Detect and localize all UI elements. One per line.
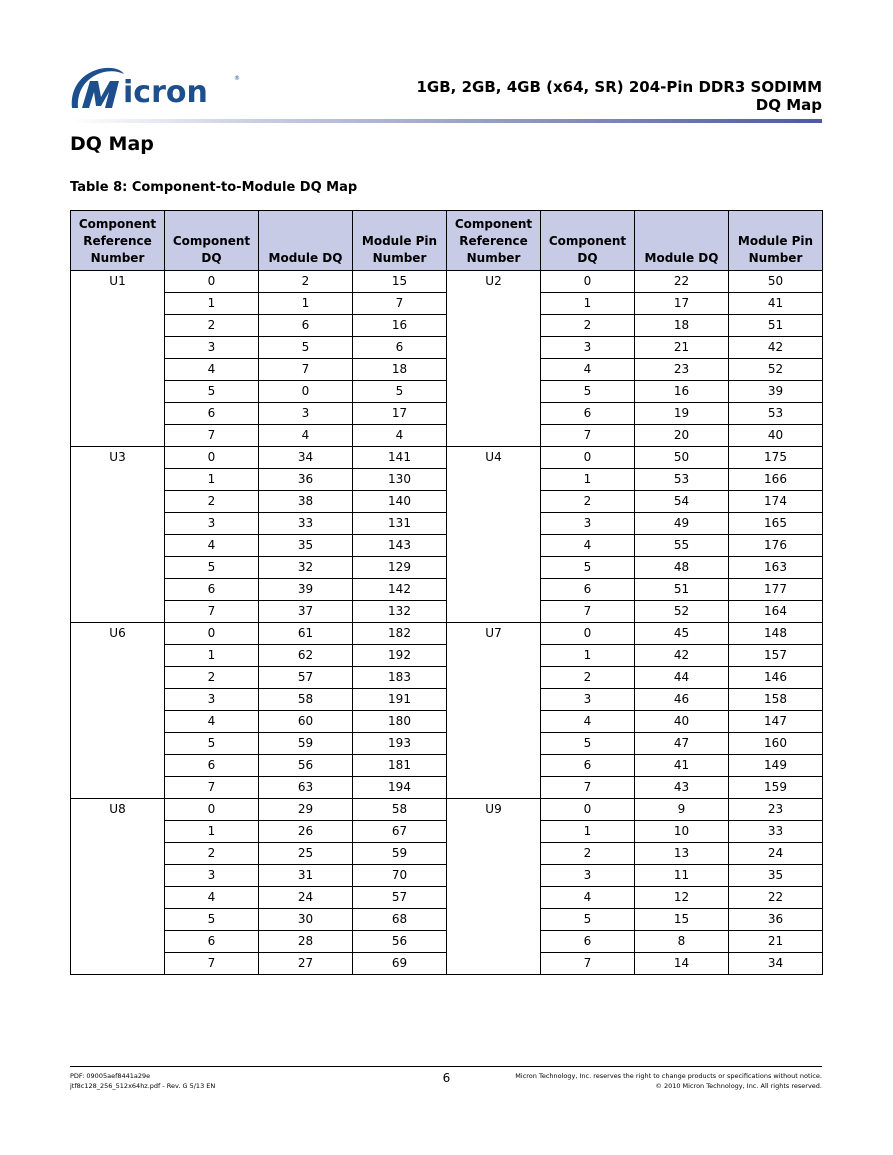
table-cell: 6 — [541, 755, 635, 777]
table-cell: 52 — [635, 601, 729, 623]
table-cell: 0 — [541, 799, 635, 821]
table-cell: 58 — [353, 799, 447, 821]
table-cell: 35 — [729, 865, 823, 887]
column-header-line: Number — [466, 251, 521, 265]
table-cell: 7 — [541, 777, 635, 799]
table-cell: 46 — [635, 689, 729, 711]
table-cell: 5 — [259, 337, 353, 359]
column-header-line: Module DQ — [644, 251, 719, 265]
table-cell: 164 — [729, 601, 823, 623]
table-cell: 3 — [165, 337, 259, 359]
table-cell: 140 — [353, 491, 447, 513]
table-cell: 148 — [729, 623, 823, 645]
table-cell: 7 — [165, 601, 259, 623]
table-row — [71, 447, 823, 469]
table-cell: 58 — [259, 689, 353, 711]
table-cell: 3 — [165, 865, 259, 887]
table-cell: 12 — [635, 887, 729, 909]
table-cell: 3 — [259, 403, 353, 425]
component-reference-cell: U1 — [71, 271, 165, 447]
table-cell: 17 — [635, 293, 729, 315]
table-cell: 0 — [165, 271, 259, 293]
table-cell: 47 — [635, 733, 729, 755]
table-cell: 3 — [541, 865, 635, 887]
table-cell: 6 — [165, 579, 259, 601]
table-cell: 41 — [635, 755, 729, 777]
table-cell: 39 — [259, 579, 353, 601]
table-cell: 158 — [729, 689, 823, 711]
table-cell: 63 — [259, 777, 353, 799]
table-cell: 1 — [259, 293, 353, 315]
component-reference-cell: U9 — [447, 799, 541, 975]
table-cell: 7 — [541, 601, 635, 623]
column-header-line: Component — [548, 234, 627, 248]
table-cell: 142 — [353, 579, 447, 601]
column-header-line: Number — [372, 251, 427, 265]
logo-wordmark: icron — [123, 75, 208, 110]
table-cell: 2 — [259, 271, 353, 293]
table-cell: 6 — [259, 315, 353, 337]
table-cell: 4 — [165, 359, 259, 381]
table-cell: 4 — [353, 425, 447, 447]
table-cell: 183 — [353, 667, 447, 689]
table-cell: 2 — [541, 667, 635, 689]
column-header-line: Reference — [459, 234, 528, 248]
table-cell: 1 — [165, 821, 259, 843]
table-cell: 157 — [729, 645, 823, 667]
table-cell: 43 — [635, 777, 729, 799]
table-cell: 9 — [635, 799, 729, 821]
table-cell: 5 — [541, 733, 635, 755]
table-cell: 132 — [353, 601, 447, 623]
table-cell: 10 — [635, 821, 729, 843]
table-cell: 30 — [259, 909, 353, 931]
table-cell: 1 — [165, 469, 259, 491]
table-cell: 40 — [635, 711, 729, 733]
table-cell: 0 — [165, 799, 259, 821]
table-cell: 44 — [635, 667, 729, 689]
table-cell: 22 — [635, 271, 729, 293]
table-cell: 55 — [635, 535, 729, 557]
table-cell: 7 — [165, 777, 259, 799]
table-caption: Table 8: Component-to-Module DQ Map — [70, 180, 358, 195]
footer-notice: Micron Technology, Inc. reserves the right to change products or specifications without notice. — [515, 1072, 822, 1080]
column-header-line: Module DQ — [268, 251, 343, 265]
component-reference-cell: U2 — [447, 271, 541, 447]
table-cell: 7 — [541, 953, 635, 975]
table-cell: 1 — [165, 645, 259, 667]
table-cell: 36 — [729, 909, 823, 931]
table-cell: 51 — [635, 579, 729, 601]
column-header-line: Module Pin — [737, 234, 814, 248]
table-cell: 146 — [729, 667, 823, 689]
table-cell: 0 — [165, 623, 259, 645]
table-row — [71, 271, 823, 293]
table-cell: 49 — [635, 513, 729, 535]
column-header — [447, 211, 541, 271]
table-cell: 11 — [635, 865, 729, 887]
table-cell: 1 — [541, 293, 635, 315]
component-reference-cell: U7 — [447, 623, 541, 799]
table-cell: 61 — [259, 623, 353, 645]
table-cell: 1 — [541, 645, 635, 667]
table-cell: 14 — [635, 953, 729, 975]
table-cell: 4 — [165, 535, 259, 557]
table-cell: 53 — [635, 469, 729, 491]
table-cell: 16 — [353, 315, 447, 337]
table-cell: 2 — [165, 491, 259, 513]
table-cell: 0 — [259, 381, 353, 403]
table-cell: 23 — [729, 799, 823, 821]
table-cell: 6 — [541, 931, 635, 953]
table-cell: 193 — [353, 733, 447, 755]
column-header — [259, 211, 353, 271]
column-header — [353, 211, 447, 271]
table-cell: 0 — [541, 447, 635, 469]
table-cell: 34 — [259, 447, 353, 469]
column-header-line: Component — [172, 234, 251, 248]
table-cell: 27 — [259, 953, 353, 975]
table-cell: 57 — [353, 887, 447, 909]
table-cell: 0 — [165, 447, 259, 469]
table-cell: 59 — [259, 733, 353, 755]
footer-copyright: © 2010 Micron Technology, Inc. All rights reserved. — [655, 1082, 822, 1090]
table-cell: 50 — [729, 271, 823, 293]
table-cell: 3 — [541, 689, 635, 711]
svg-text:®: ® — [234, 75, 240, 82]
table-cell: 59 — [353, 843, 447, 865]
table-cell: 51 — [729, 315, 823, 337]
page-number: 6 — [442, 1071, 451, 1085]
table-cell: 22 — [729, 887, 823, 909]
table-cell: 2 — [541, 315, 635, 337]
table-cell: 141 — [353, 447, 447, 469]
column-header-line: Component — [454, 217, 533, 231]
table-cell: 0 — [541, 623, 635, 645]
table-cell: 7 — [353, 293, 447, 315]
footer-pdf-id: PDF: 09005aef8441a29e — [70, 1072, 151, 1080]
table-cell: 191 — [353, 689, 447, 711]
table-cell: 194 — [353, 777, 447, 799]
table-cell: 7 — [165, 425, 259, 447]
table-cell: 6 — [165, 931, 259, 953]
table-cell: 1 — [541, 821, 635, 843]
table-cell: 48 — [635, 557, 729, 579]
dq-map-table — [70, 210, 823, 975]
column-header — [729, 211, 823, 271]
table-cell: 6 — [541, 403, 635, 425]
table-cell: 143 — [353, 535, 447, 557]
table-cell: 8 — [635, 931, 729, 953]
table-cell: 181 — [353, 755, 447, 777]
table-cell: 147 — [729, 711, 823, 733]
table-cell: 180 — [353, 711, 447, 733]
table-cell: 35 — [259, 535, 353, 557]
column-header-line: DQ — [201, 251, 222, 265]
table-row — [71, 623, 823, 645]
table-cell: 24 — [729, 843, 823, 865]
table-cell: 2 — [165, 843, 259, 865]
table-cell: 149 — [729, 755, 823, 777]
table-cell: 5 — [541, 909, 635, 931]
table-cell: 18 — [635, 315, 729, 337]
table-cell: 41 — [729, 293, 823, 315]
table-cell: 4 — [541, 535, 635, 557]
table-cell: 5 — [165, 733, 259, 755]
table-cell: 182 — [353, 623, 447, 645]
table-cell: 23 — [635, 359, 729, 381]
table-cell: 175 — [729, 447, 823, 469]
header-rule — [70, 119, 822, 123]
column-header-line: Number — [748, 251, 803, 265]
table-cell: 5 — [165, 909, 259, 931]
table-cell: 192 — [353, 645, 447, 667]
column-header — [71, 211, 165, 271]
column-header-line: Component — [78, 217, 157, 231]
table-cell: 7 — [259, 359, 353, 381]
table-cell: 131 — [353, 513, 447, 535]
table-cell: 52 — [729, 359, 823, 381]
table-cell: 3 — [541, 337, 635, 359]
table-cell: 165 — [729, 513, 823, 535]
column-header-line: DQ — [577, 251, 598, 265]
column-header-line: Reference — [83, 234, 152, 248]
table-cell: 45 — [635, 623, 729, 645]
table-cell: 176 — [729, 535, 823, 557]
table-cell: 4 — [165, 711, 259, 733]
table-cell: 163 — [729, 557, 823, 579]
table-cell: 1 — [541, 469, 635, 491]
table-cell: 129 — [353, 557, 447, 579]
table-cell: 21 — [635, 337, 729, 359]
table-cell: 5 — [353, 381, 447, 403]
table-cell: 3 — [541, 513, 635, 535]
table-cell: 7 — [165, 953, 259, 975]
component-reference-cell: U8 — [71, 799, 165, 975]
table-cell: 130 — [353, 469, 447, 491]
table-cell: 15 — [353, 271, 447, 293]
table-cell: 57 — [259, 667, 353, 689]
table-cell: 159 — [729, 777, 823, 799]
table-cell: 56 — [353, 931, 447, 953]
table-cell: 166 — [729, 469, 823, 491]
table-cell: 5 — [541, 557, 635, 579]
table-cell: 2 — [541, 491, 635, 513]
table-cell: 37 — [259, 601, 353, 623]
table-cell: 67 — [353, 821, 447, 843]
table-cell: 24 — [259, 887, 353, 909]
table-cell: 2 — [541, 843, 635, 865]
table-cell: 4 — [541, 711, 635, 733]
table-cell: 0 — [541, 271, 635, 293]
table-cell: 1 — [165, 293, 259, 315]
footer-right — [515, 1071, 822, 1091]
component-reference-cell: U6 — [71, 623, 165, 799]
table-cell: 5 — [165, 381, 259, 403]
table-cell: 38 — [259, 491, 353, 513]
table-cell: 25 — [259, 843, 353, 865]
micron-logo — [68, 64, 243, 110]
table-cell: 33 — [259, 513, 353, 535]
table-cell: 174 — [729, 491, 823, 513]
table-cell: 3 — [165, 513, 259, 535]
table-cell: 6 — [353, 337, 447, 359]
table-cell: 53 — [729, 403, 823, 425]
table-cell: 68 — [353, 909, 447, 931]
table-cell: 50 — [635, 447, 729, 469]
table-cell: 5 — [541, 381, 635, 403]
table-cell: 60 — [259, 711, 353, 733]
document-title — [417, 78, 823, 114]
table-cell: 42 — [729, 337, 823, 359]
table-cell: 31 — [259, 865, 353, 887]
table-header-row — [71, 211, 823, 271]
table-cell: 4 — [165, 887, 259, 909]
table-cell: 6 — [165, 755, 259, 777]
column-header-line: Number — [90, 251, 145, 265]
table-cell: 6 — [541, 579, 635, 601]
column-header — [541, 211, 635, 271]
table-cell: 13 — [635, 843, 729, 865]
footer-rule — [70, 1066, 822, 1067]
document-title-line2: DQ Map — [755, 96, 822, 114]
section-title: DQ Map — [70, 133, 154, 155]
table-cell: 6 — [165, 403, 259, 425]
table-row — [71, 799, 823, 821]
table-cell: 36 — [259, 469, 353, 491]
table-cell: 69 — [353, 953, 447, 975]
table-cell: 20 — [635, 425, 729, 447]
column-header-line: Module Pin — [361, 234, 438, 248]
table-cell: 28 — [259, 931, 353, 953]
table-cell: 4 — [541, 887, 635, 909]
table-cell: 32 — [259, 557, 353, 579]
table-cell: 21 — [729, 931, 823, 953]
table-cell: 4 — [541, 359, 635, 381]
table-cell: 70 — [353, 865, 447, 887]
table-cell: 7 — [541, 425, 635, 447]
table-cell: 42 — [635, 645, 729, 667]
table-cell: 29 — [259, 799, 353, 821]
footer-filename: jtf8c128_256_512x64hz.pdf - Rev. G 5/13 EN — [70, 1082, 216, 1090]
table-cell: 26 — [259, 821, 353, 843]
table-cell: 177 — [729, 579, 823, 601]
table-cell: 39 — [729, 381, 823, 403]
component-reference-cell: U3 — [71, 447, 165, 623]
table-cell: 40 — [729, 425, 823, 447]
table-cell: 33 — [729, 821, 823, 843]
table-cell: 18 — [353, 359, 447, 381]
table-cell: 34 — [729, 953, 823, 975]
table-cell: 17 — [353, 403, 447, 425]
document-title-line1: 1GB, 2GB, 4GB (x64, SR) 204-Pin DDR3 SODIMM — [416, 78, 822, 96]
column-header — [635, 211, 729, 271]
table-cell: 56 — [259, 755, 353, 777]
table-cell: 160 — [729, 733, 823, 755]
table-cell: 5 — [165, 557, 259, 579]
table-cell: 2 — [165, 667, 259, 689]
table-cell: 15 — [635, 909, 729, 931]
table-cell: 3 — [165, 689, 259, 711]
table-cell: 2 — [165, 315, 259, 337]
table-cell: 4 — [259, 425, 353, 447]
table-cell: 62 — [259, 645, 353, 667]
table-cell: 16 — [635, 381, 729, 403]
table-cell: 54 — [635, 491, 729, 513]
table-cell: 19 — [635, 403, 729, 425]
column-header — [165, 211, 259, 271]
component-reference-cell: U4 — [447, 447, 541, 623]
